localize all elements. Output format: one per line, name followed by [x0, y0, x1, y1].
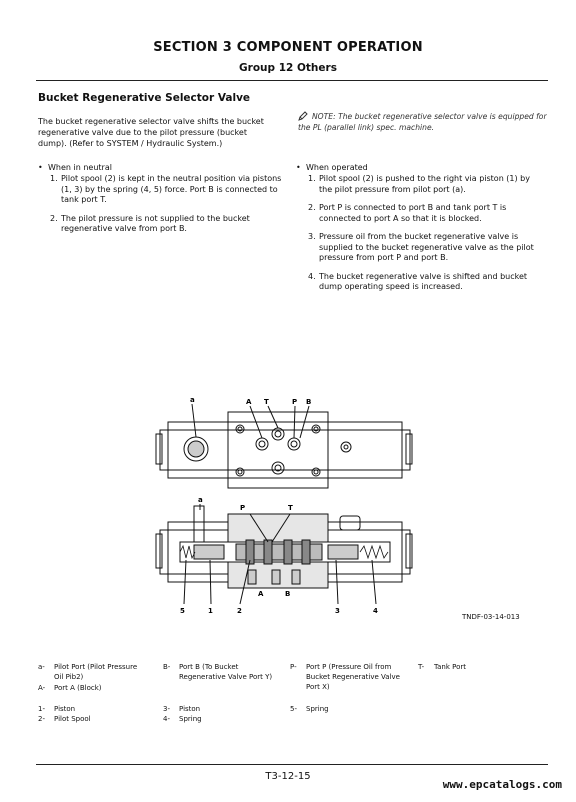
legend-ports [38, 662, 548, 702]
figure-code: TNDF-03-14-013 [462, 613, 520, 621]
footer-divider [36, 764, 548, 765]
label-B-top: B [306, 398, 312, 406]
legend-item: a- Pilot Port (Pilot Pressure Oil Pib2) [38, 663, 138, 681]
label-a-section: a [198, 496, 203, 504]
neutral-heading: • When in neutral [38, 163, 112, 172]
label-P-section: P [240, 504, 246, 512]
legend-parts [38, 704, 548, 728]
label-A-top: A [246, 398, 252, 406]
legend-item: 1- Piston [38, 705, 76, 713]
legend-item: 3- Piston [163, 705, 201, 713]
section-title: SECTION 3 COMPONENT OPERATION [153, 40, 423, 55]
list-item: 3. Pressure oil from the bucket regenerative valve is supplied to the bucket regenerative valve as the pilot pressure from port P and port B. [308, 232, 534, 262]
neutral-block [38, 162, 283, 243]
legend-item: B- Port B (To Bucket Regenerative Valve Port Y) [163, 663, 273, 681]
label-A-section: A [258, 590, 264, 598]
label-5: 5 [180, 607, 185, 615]
label-T-top: T [264, 398, 269, 406]
label-3: 3 [335, 607, 340, 615]
topic-title: Bucket Regenerative Selector Valve [38, 92, 251, 104]
legend-item: A- Port A (Block) [38, 684, 102, 692]
list-item: 2. Port P is connected to port B and tank port T is connected to port A so that it is blocked. [308, 203, 507, 223]
note-block [298, 111, 548, 133]
legend-item: 2- Pilot Spool [38, 715, 91, 723]
intro-paragraph: The bucket regenerative selector valve shifts the bucket regenerative valve due to the pilot pressure (bucket dump). (Refer to SYSTEM / Hydraulic System.) [38, 117, 264, 148]
watermark: www.epcatalogs.com [442, 778, 562, 791]
label-P-top: P [292, 398, 298, 406]
label-B-section: B [285, 590, 291, 598]
legend-item: 4- Spring [163, 715, 202, 723]
note-label: NOTE: [312, 112, 336, 121]
label-a-top: a [190, 396, 195, 404]
label-T-section: T [288, 504, 293, 512]
header-divider [36, 80, 548, 81]
valve-top-view [156, 404, 412, 488]
legend-item: T- Tank Port [418, 663, 466, 671]
note-text: The bucket regenerative selector valve is equipped for the PL (parallel link) spec. machine. [298, 112, 547, 132]
list-item: 1. Pilot spool (2) is pushed to the right via piston (1) by the pilot pressure from pilot port (a). [308, 174, 530, 194]
pencil-icon [298, 111, 308, 121]
label-2: 2 [237, 607, 242, 615]
legend-item: 5- Spring [290, 705, 329, 713]
label-1: 1 [208, 607, 213, 615]
list-item: 1. Pilot spool (2) is kept in the neutral position via pistons (1, 3) by the spring (4, 5) force. Port B is connected to tank port T. [50, 174, 282, 204]
neutral-list [50, 174, 283, 235]
valve-figure [150, 392, 430, 622]
group-title: Group 12 Others [239, 62, 337, 74]
operated-block [296, 162, 544, 301]
operated-heading: • When operated [296, 163, 368, 172]
page-number: T3-12-15 [265, 771, 311, 782]
legend-item: P- Port P (Pressure Oil from Bucket Regenerative Valve Port X) [290, 663, 400, 691]
operated-list [308, 174, 544, 293]
valve-section-view [156, 504, 412, 604]
list-item: 2. The pilot pressure is not supplied to the bucket regenerative valve from port B. [50, 213, 250, 233]
list-item: 4. The bucket regenerative valve is shifted and bucket dump operating speed is increased. [308, 271, 528, 291]
label-4: 4 [373, 607, 378, 615]
